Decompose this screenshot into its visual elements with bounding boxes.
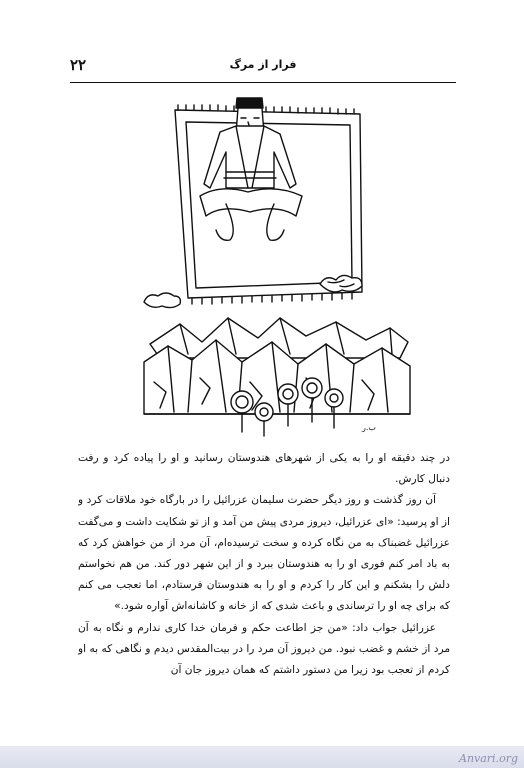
paragraph-3: عزرائیل جواب داد: «من جز اطاعت حکم و فرمان خدا کاری ندارم و نگاه به آن مرد از خشم و غضب نبود. من دیروز آن مرد را در بیت‌المقدس دیدم و نگاهی که به او کردم از تعجب بود زیرا من دستور داشتم که همان دیروز جان آن	[78, 621, 450, 677]
mountains	[144, 318, 410, 414]
crossed-legs	[200, 189, 302, 216]
cloud-left	[144, 293, 180, 308]
running-title: فرار از مرگ	[229, 58, 297, 71]
watermark-strip	[0, 746, 524, 768]
body-text	[78, 448, 450, 743]
anvari-watermark-logo-icon: Anvari.org	[459, 752, 518, 765]
man-on-flying-carpet-icon	[130, 92, 420, 442]
paragraph-2: آن روز گذشت و روز دیگر حضرت سلیمان عزرائیل را در بارگاه خود ملاقات کرد و از او پرسید: «ای عزرائیل، دیروز مردی پیش من آمد و از تو شکایت داشت و می‌گفت عزرائیل غضبناک به من نگاه کرده و سخت ترسیده‌ام، آن مرد از من خواهش کرد که به باد امر کنم فوری او را به هندوستان ببرد و از این شهر دور کند. من هم نخواستم دلش را بشکنم و این کار را کردم و او را به هندوستان فرستادم، اما تعجب می کنم که برای چه او را ترساندی و باعث شدی که از خانه و کاشانه‌اش آواره شود.»	[78, 494, 450, 613]
paragraph-1: در چند دقیقه او را به یکی از شهرهای هندوستان رسانید و او را پیاده کرد و رفت دنبال کارش.	[78, 452, 450, 486]
page-number: ۲۲	[70, 56, 87, 74]
cloud-right	[320, 275, 362, 292]
story-illustration	[130, 92, 420, 442]
artist-signature: ب.ر	[362, 423, 376, 432]
running-header	[70, 56, 456, 83]
hat	[236, 98, 263, 108]
